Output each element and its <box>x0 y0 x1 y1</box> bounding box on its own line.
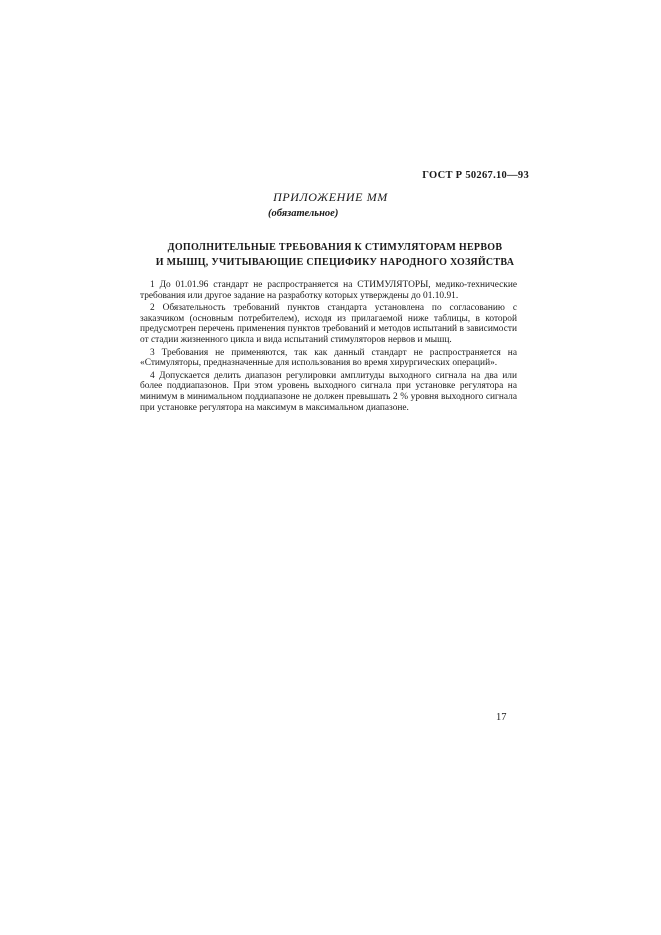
body-text <box>140 280 517 415</box>
paragraph-2: 2 Обязательность требований пунктов стандарта установлена по согласованию с заказчиком (основным потребителем), исходя из прилагаемой ниже таблицы, в которой предусмотрен перечень применения пунктов требований и методов испытаний в зависимости от стадии жизненного цикла и вида испытаний стимуляторов нервов и мышц. <box>140 303 517 345</box>
appendix-subtitle: (обязательное) <box>268 208 339 219</box>
paragraph-1: 1 До 01.01.96 стандарт не распространяется на СТИМУЛЯТОРЫ, медико-технические требования или другое задание на разработку которых утверждены до 01.10.91. <box>140 280 517 301</box>
section-title-line-2: И МЫШЦ, УЧИТЫВАЮЩИЕ СПЕЦИФИКУ НАРОДНОГО ХОЗЯЙСТВА <box>155 257 515 268</box>
standard-code: ГОСТ Р 50267.10—93 <box>422 170 529 181</box>
page-number: 17 <box>496 712 507 723</box>
section-title-line-1: ДОПОЛНИТЕЛЬНЫЕ ТРЕБОВАНИЯ К СТИМУЛЯТОРАМ НЕРВОВ <box>167 242 503 253</box>
section-title <box>140 240 530 270</box>
appendix-title: ПРИЛОЖЕНИЕ ММ <box>273 190 388 204</box>
paragraph-4: 4 Допускается делить диапазон регулировки амплитуды выходного сигнала на два или более поддиапазонов. При этом уровень выходного сигнала при установке регулятора на минимум в минимальном поддиапазоне не должен превышать 2 % уровня выходного сигнала при установке регулятора на максимум в максимальном диапазоне. <box>140 370 517 413</box>
paragraph-3: 3 Требования не применяются, так как данный стандарт не распространяется на «Стимуляторы, предназначенные для использования во время хирургических операций». <box>140 347 517 369</box>
